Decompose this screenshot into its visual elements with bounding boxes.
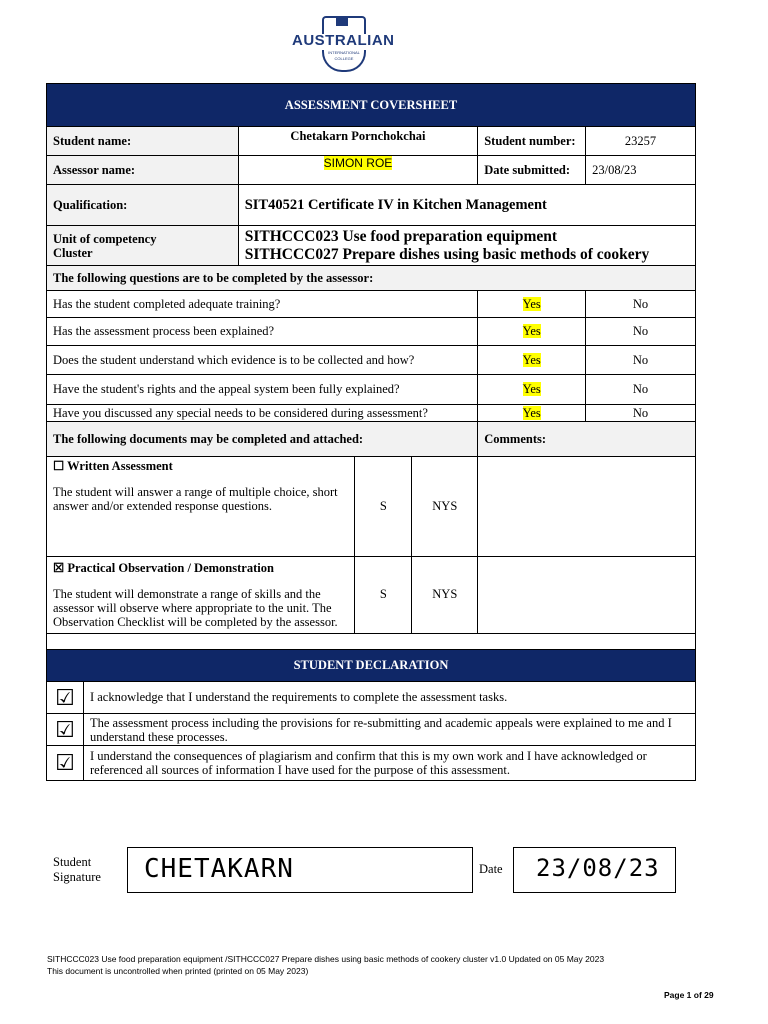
practical-observation-cell [47,557,355,634]
practical-nys[interactable]: NYS [412,557,478,634]
student-name-value[interactable]: Chetakarn Pornchokchai [238,127,478,156]
no-option[interactable]: No [586,405,696,422]
no-option[interactable]: No [586,375,696,405]
coversheet-table [46,83,696,650]
date-submitted-value[interactable]: 23/08/23 [586,156,696,185]
spacer-row [47,634,696,650]
yes-label: Yes [522,296,541,311]
written-title: Written Assessment [67,459,173,473]
yes-option[interactable] [478,318,586,346]
written-comments[interactable] [478,457,696,557]
unit-1: SITHCCC023 Use food preparation equipment [244,227,558,245]
qualification-value: SIT40521 Certificate IV in Kitchen Management [238,185,695,226]
unit-2: SITHCCC027 Prepare dishes using basic methods of cookery [244,245,650,263]
declaration-tick-icon[interactable]: ☑ [47,682,84,714]
practical-description: The student will demonstrate a range of skills and the assessor will observe where appropriate to the unit. The Observation Checklist will be completed by the assessor. [53,587,338,629]
question-text: Does the student understand which evidence is to be collected and how? [47,346,478,375]
question-row [47,318,696,346]
page-number: Page 1 of 29 [664,990,714,1000]
signature-box[interactable] [127,847,473,893]
unit-label-line2: Cluster [53,245,93,260]
declaration-title: STUDENT DECLARATION [47,650,696,682]
question-text: Have you discussed any special needs to be considered during assessment? [47,405,478,422]
question-row [47,291,696,318]
practical-title: Practical Observation / Demonstration [67,561,274,575]
declaration-item: I acknowledge that I understand the requirements to complete the assessment tasks. [83,682,695,714]
practical-s[interactable]: S [355,557,412,634]
practical-checkbox[interactable]: ☒ [53,561,65,575]
question-row [47,375,696,405]
logo-brand: AUSTRALIAN [292,32,395,49]
question-text: Have the student's rights and the appeal system been fully explained? [47,375,478,405]
yes-label: Yes [522,382,541,396]
footer-line-2: This document is uncontrolled when printed (printed on 05 May 2023) [47,966,309,976]
unit-values [238,226,695,266]
unit-label [47,226,239,266]
practical-comments[interactable] [478,557,696,634]
logo-subtitle: INTERNATIONAL COLLEGE [322,50,366,72]
student-number-label: Student number: [478,127,586,156]
coversheet-title: ASSESSMENT COVERSHEET [47,84,696,127]
assessor-questions-heading: The following questions are to be completed by the assessor: [47,266,696,291]
yes-option[interactable] [478,346,586,375]
declaration-item: I understand the consequences of plagiarism and confirm that this is my own work and I have acknowledged or referenced all sources of information I have used for the purpose of this assessment. [83,746,695,781]
signature-label: Student Signature [53,855,101,884]
declaration-tick-icon[interactable]: ☑ [47,746,84,781]
assessor-name-label: Assessor name: [47,156,239,185]
date-label: Date [479,862,503,876]
question-text: Has the student completed adequate training? [47,291,478,318]
assessor-name-cell[interactable] [238,156,478,185]
no-option[interactable]: No [586,346,696,375]
signature-date-value: 23/08/23 [536,854,660,882]
student-number-value[interactable]: 23257 [586,127,696,156]
written-s[interactable]: S [355,457,412,557]
written-description: The student will answer a range of multiple choice, short answer and/or extended response questions. [53,485,338,513]
flag-icon [336,18,348,26]
question-row [47,405,696,422]
college-logo [292,14,395,70]
no-option[interactable]: No [586,318,696,346]
yes-option[interactable] [478,405,586,422]
written-assessment-cell [47,457,355,557]
assessor-name-value: SIMON ROE [323,156,393,170]
question-row [47,346,696,375]
yes-label: Yes [522,405,541,420]
signature-date-box[interactable] [513,847,676,893]
documents-heading: The following documents may be completed and attached: [47,422,478,457]
written-checkbox[interactable]: ☐ [53,459,65,473]
question-text: Has the assessment process been explained? [47,318,478,346]
qualification-label: Qualification: [47,185,239,226]
footer-line-1: SITHCCC023 Use food preparation equipment /SITHCCC027 Prepare dishes using basic methods of cookery cluster v1.0 Updated on 05 May 2023 [47,954,605,964]
declaration-item: The assessment process including the provisions for re-submitting and academic appeals were explained to me and I understand these processes. [83,714,695,746]
yes-label: Yes [522,324,541,338]
yes-option[interactable] [478,291,586,318]
signature-value: CHETAKARN [144,854,294,884]
yes-label: Yes [522,352,541,367]
comments-label: Comments: [478,422,696,457]
declaration-table [46,649,696,781]
date-submitted-label: Date submitted: [478,156,586,185]
unit-label-line1: Unit of competency [53,231,157,246]
declaration-tick-icon[interactable]: ☑ [47,714,84,746]
yes-option[interactable] [478,375,586,405]
student-name-label: Student name: [47,127,239,156]
written-nys[interactable]: NYS [412,457,478,557]
no-option[interactable]: No [586,291,696,318]
